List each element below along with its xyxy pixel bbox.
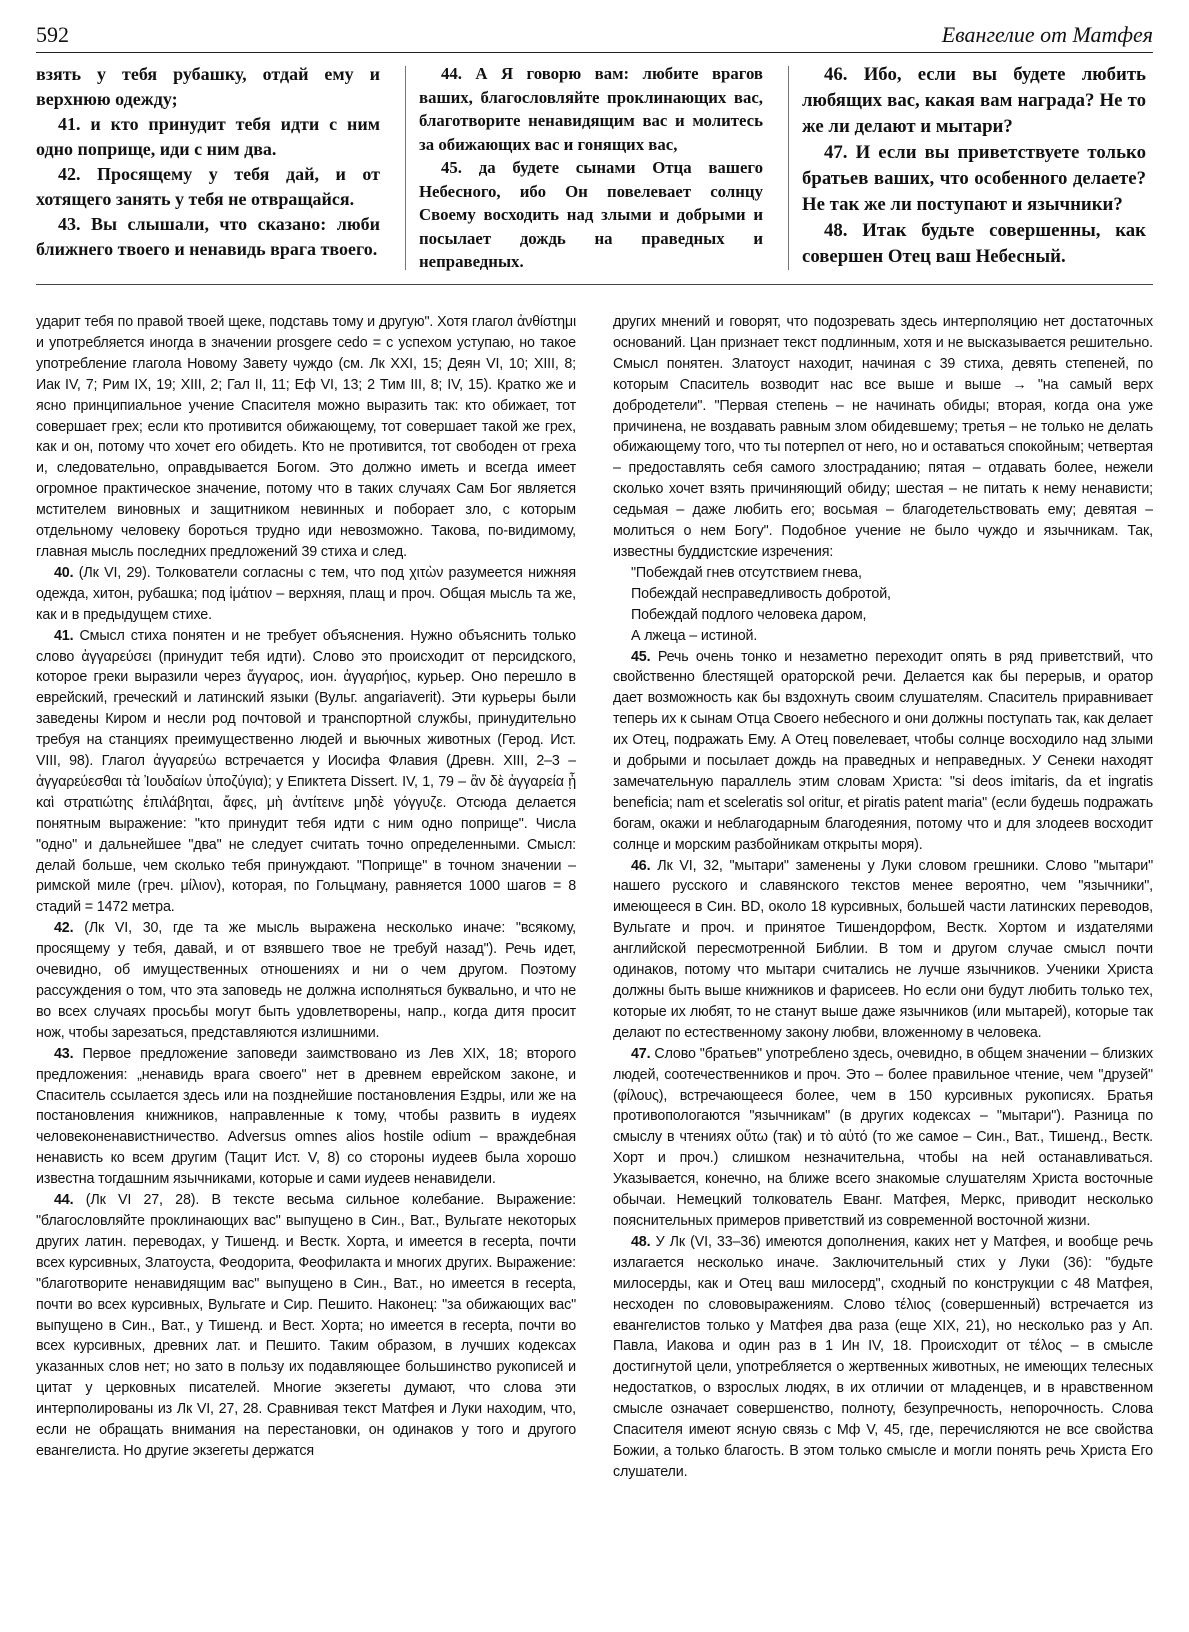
quote-line: А лжеца – истиной.	[631, 627, 758, 644]
commentary-paragraph	[36, 312, 576, 563]
verse-number: 41.	[54, 627, 74, 644]
commentary-text: Слово "братьев" употреблено здесь, очевидно, в общем значении – близких людей, соотечественников и проч. Это – более правильное чтение, чем "друзей" (φίλους), встречающееся более, чем в 150 курсивных рукописях. Братья противопологаются "язычникам" (в других кодексах – "мытари"). Разница по смыслу в чтениях οὕτω (так) и τὸ αὐτό (то же самое – Син., Ват., Тишенд., Вестк. Хорт и проч.) слишком незначительна, чтобы на ней останавливаться. Указывается, конечно, на ближе всего знакомые слушателям Христа восточные обычаи. Немецкий толкователь Еванг. Матфея, Меркс, приводит несколько пояснительных примеров приветствий из современной восточной жизни.	[613, 1045, 1153, 1229]
scripture-text	[36, 62, 1153, 274]
column-divider	[788, 66, 789, 270]
section-rule	[36, 284, 1153, 285]
running-title: Евангелие от Матфея	[941, 22, 1153, 47]
scripture-column-3	[802, 62, 1146, 274]
commentary-text: ударит тебя по правой твоей щеке, подставь тому и другую". Хотя глагол ἀνθίστημι и употребляется иногда в значении prosgere cedo = с успехом уступаю, но такое употребление глагола Новому Завету чуждо (см. Лк XXI, 15; Деян VI, 10; XIII, 8; Иак IV, 7; Рим IX, 19; XIII, 2; Гал II, 11; Еф VI, 13; 2 Тим III, 8; IV, 15). Кратко же и ясно принципиальное учение Спасителя можно выразить так: кто обижает, тот совершает грех; если кто противится обижающему, тот совершает такой же грех, как и он, потому что хочет его обидеть. Кто не противится, тот свободен от греха и, следовательно, оправдывается Богом. Это должно иметь и всегда имеет огромное практическое значение, потому что в таких случаях Сам Бог является мстителем виновных и защитником невинных и поборает зло, с которым отдельному человеку бороться трудно иди невозможно. Такова, по-видимому, главная мысль последних предложений 39 стиха и след.	[36, 314, 576, 560]
scripture-verse: 48. Итак будьте совершенны, как совершен Отец ваш Небесный.	[802, 220, 1146, 267]
commentary-text: (Лк VI, 29). Толкователи согласны с тем, что под χιτὼν разумеется нижняя одежда, хитон, рубашка; под ἱμάτιον – верхняя, плащ и проч. Общая мысль та же, как и в предыдущем стихе.	[36, 564, 576, 623]
scripture-verse: 43. Вы слышали, что сказано: люби ближнего твоего и ненавидь врага твоего.	[36, 214, 380, 259]
quote-line: Побеждай несправедливость добротой,	[631, 585, 891, 602]
commentary-text: Первое предложение заповеди заимствовано из Лев XIX, 18; второго предложения: „ненавидь врага своего" нет в древнем еврейском законе, и Спаситель ссылается здесь или на позднейшие постановления Ездры, или же на постановления книжников, направленные к тому, чтобы развить в иудеях человеконенавистничество. Adversus omnes alios hostile odium – враждебная ненависть ко всем другим (Тацит Ист. V, 8) со стороны иудеев была хорошо известна тогдашним язычниками, которые и сами иудеев ненавидели.	[36, 1045, 576, 1188]
commentary-text: Смысл стиха понятен и не требует объяснения. Нужно объяснить только слово ἀγγαρεύσει (принудит тебя идти). Слово это происходит от персидского, которое греки выразили через ἄγγαρος, ион. ἀγγαρήιος, курьер. Оно перешло в еврейский, греческий и латинский языки (Вульг. angariaverit). Эти курьеры были заведены Киром и несли род почтовой и транспортной службы, принудительно требуя на станциях преимущественно людей и вьючных животных (Герод. Ист. VIII, 98). Глагол ἀγγαρεύω встречается у Иосифа Флавия (Древн. XIII, 2–3 – ἀγγαρεύεσθαι τὰ Ἰουδαίων ὑποζύγια); у Епиктета Dissert. IV, 1, 79 – ἂν δὲ ἀγγαρεία ᾖ καὶ στρατιώτης ἐπιλάβηται, ἄφες, μὴ ἀντίτεινε μηδὲ γόγγυζε. Отсюда делается понятным выражение: "кто принудит тебя идти с ним одно поприще". Числа "одно" и дальнейшее "два" не следует считать точно определенными. Смысл: делай больше, чем сколько тебя принуждают. "Поприще" в точном значении – римской миле (греч. μίλιον), которая, по Гольцману, равняется 1000 шагов = 8 стадий = 1472 метра.	[36, 627, 576, 916]
scripture-verse: взять у тебя рубашку, отдай ему и верхнюю одежду;	[36, 64, 380, 109]
verse-number: 42.	[54, 920, 74, 937]
verse-number: 46.	[631, 857, 651, 874]
verse-number: 43.	[54, 1045, 74, 1062]
page-number: 592	[36, 22, 69, 47]
scripture-verse: 41. и кто принудит тебя идти с ним одно поприще, иди с ним два.	[36, 114, 380, 159]
verse-number: 48.	[631, 1233, 651, 1250]
scripture-column-1	[36, 62, 380, 274]
quote-line: Побеждай подлого человека даром,	[631, 606, 867, 623]
scripture-verse: 46. Ибо, если вы будете любить любящих вас, какая вам награда? Не то же ли делают и мытари?	[802, 64, 1146, 137]
commentary-text: Речь очень тонко и незаметно переходит опять в ряд приветствий, что свойственно блестящей ораторской речи. Делается как бы перерыв, и оратор дает возможность как бы вздохнуть своим слушателям. Спаситель приравнивает теперь их к сынам Отца Своего небесного и они должны поступать так, как делает их Отец, подражать Ему. А Отец повелевает, чтобы солнце восходило над злыми и добрыми и посылает дождь на праведных и неправедных. У Сенеки находят замечательную параллель этим словам Христа: "si deos imitaris, da et ingratis beneficia; nam et sceleratis sol oritur, et piratis patent maria" (если будешь подражать богам, окажи и неблагодарным благодеяния, потому что и для злодеев восходит солнце и морским разбойникам открыты моря).	[613, 648, 1153, 853]
commentary-paragraph	[36, 918, 576, 1043]
running-header	[36, 18, 1153, 52]
commentary-column-right	[613, 312, 1153, 1602]
commentary-paragraph	[36, 563, 576, 626]
commentary-text: У Лк (VI, 33–36) имеются дополнения, каких нет у Матфея, и вообще речь излагается несколько иначе. Заключительный стих у Луки (36): "будьте милосерды, как и Отец ваш милосерд", сходный по конструкции с 48 Матфея, несходен по слововыражениям. Слово τέλιος (совершенный) встречается из евангелистов только у Матфея два раза (еще XIX, 21), но несколько раз у Ап. Павла, Иакова и один раз в 1 Ин IV, 18. Происходит от τέλος – в смысле достигнутой цели, употребляется о жертвенных животных, не имеющих телесных недостатков, о взрослых людях, в их отличии от младенцев, и в нравственном смысле означает совершенство, полноту, безупречность, непорочность. Слова Спасителя имеют ясную связь с Мф V, 45, где, перечисляются не все свойства Божии, а только благость. В этом только смысле и могли понять речь Христа Его слушатели.	[613, 1233, 1153, 1480]
commentary-paragraph	[613, 1232, 1153, 1483]
commentary-paragraph	[36, 1190, 576, 1462]
verse-number: 40.	[54, 564, 74, 581]
commentary-text: (Лк VI 27, 28). В тексте весьма сильное колебание. Выражение: "благословляйте проклинающих вас" выпущено в Син., Ват., Вульгате некоторых других латин. переводах, у Тишенд. и Вестк. Хорта, и имеется в recepta, почти всех курсивных, Златоуста, Феодорита, Феофилакта и многих других. Выражение: "благотворите ненавидящим вас" выпущено в Син., Ват., но имеется в recepta, почти во всех курсивных, Вульгате и Сир. Пешито. Наконец: "за обижающих вас" выпущено в Син., Ват., у Тишенд. и Вест. Хорта; но имеется в recepta, почти во всех курсивных, древних лат. и Пешито. Таким образом, в лучших кодексах указанных слов нет; но зато в пользу их подавляющее большинство рукописей и цитат у церковных писателей. Многие экзегеты думают, что слова эти интерполированы из Лк VI, 27, 28. Сравнивая текст Матфея и Луки находим, что, если не обращать внимания на перестановки, он одинаков у того и другого евангелиста. Но другие экзегеты держатся	[36, 1192, 576, 1459]
scripture-column-2	[419, 62, 763, 274]
commentary-text: (Лк VI, 30, где та же мысль выражена несколько иначе: "всякому, просящему у тебя, давай, и от взявшего твое не требуй назад"). Речь идет, очевидно, об имущественных отношениях и ни о чем другом. Поэтому рассуждения о том, что эта заповедь не должна исполняться буквально, и что не во всех случаях просьбы могут быть удовлетворены, напр., когда дитя просит нож, чтобы зарезаться, представляются излишними.	[36, 920, 576, 1041]
column-divider	[405, 66, 406, 270]
commentary-paragraph	[613, 856, 1153, 1044]
verse-number: 45.	[631, 648, 651, 665]
commentary-paragraph	[613, 647, 1153, 856]
header-rule	[36, 52, 1153, 53]
verse-number: 44.	[54, 1192, 74, 1209]
commentary-paragraph	[36, 626, 576, 919]
scripture-verse: 44. А Я говорю вам: любите врагов ваших, благословляйте проклинающих вас, благотворите ненавидящим вас и молитесь за обижающих вас и гонящих вас,	[419, 64, 763, 154]
scripture-verse: 45. да будете сынами Отца вашего Небесного, ибо Он повелевает солнцу Своему восходить над злыми и добрыми и посылает дождь на праведных и неправедных.	[419, 158, 763, 271]
commentary-text: Лк VI, 32, "мытари" заменены у Луки словом грешники. Слово "мытари" нашего русского и славянского текстов менее вероятно, чем "язычники", имеющееся в Син. BD, около 18 курсивных, большей части латинских переводов, Вульгате и проч. и принятое Тишендорфом, Вестк. Хортом и издателями английской пересмотренной Библии. В том и другом случае смысл почти одинаков, потому что мытари считались не лучше язычников. Ученики Христа должны быть выше книжников и фарисеев. Но если они будут любить только тех, которые их любят, то не станут выше даже язычников (или мытарей), которые так делают по естественному закону любви, вложенному в человека.	[613, 857, 1153, 1041]
scripture-verse: 42. Просящему у тебя дай, и от хотящего занять у тебя не отвращайся.	[36, 164, 380, 209]
commentary-paragraph: других мнений и говорят, что подозревать здесь интерполяцию нет достаточных оснований. Цан признает текст подлинным, хотя и не высказывается решительно. Смысл понятен. Златоуст находит, начиная с 39 стиха, девять степеней, по которым Спаситель возводит нас все выше и выше → "на самый верх добродетели". "Первая степень – не начинать обиды; вторая, когда она уже причинена, не воздавать равным злом обидевшему; третья – не только не делать обижающему того, что ты потерпел от него, но и оставаться спокойным; четвертая – предоставлять себя самого злостраданию; пятая – отдавать более, нежели сколько хочет взять причиняющий обиду; шестая – не питать к нему ненависти; седьмая – даже любить его; восьмая – благодетельствовать ему; девятая – молиться о нем Богу". Подобное учение не было чуждо и язычникам. Так, известны буддистские изречения:	[613, 314, 1153, 560]
scripture-verse: 47. И если вы приветствуете только братьев ваших, что особенного делаете? Не так же ли поступают и язычники?	[802, 142, 1146, 215]
verse-number: 47.	[631, 1045, 651, 1062]
commentary-paragraph	[36, 1044, 576, 1190]
commentary-column-left	[36, 312, 576, 1602]
commentary-paragraph	[613, 1044, 1153, 1232]
quote-line: "Побеждай гнев отсутствием гнева,	[631, 564, 862, 581]
